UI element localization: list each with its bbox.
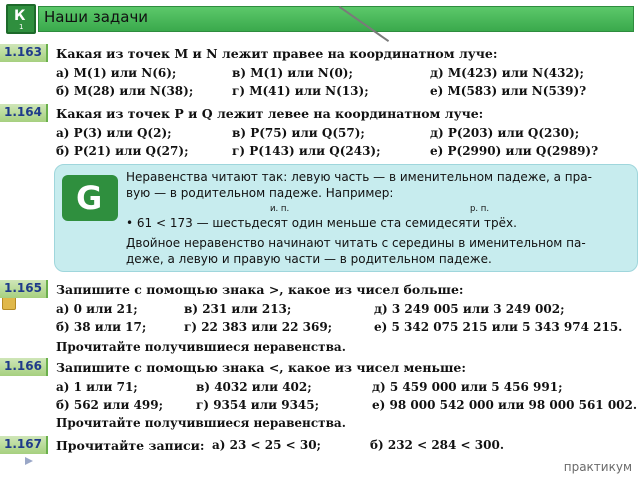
rule-line: деже, а левую и правую части — в родительном падеже. bbox=[126, 252, 492, 266]
exercise-footer: Прочитайте получившиеся неравенства. bbox=[56, 416, 346, 430]
answer-item: б) P(21) или Q(27); bbox=[56, 144, 189, 158]
answer-item: е) 5 342 075 215 или 5 343 974 215. bbox=[374, 320, 623, 334]
logo-sub: 1 bbox=[19, 23, 24, 31]
rule-case-label: и. п. bbox=[270, 204, 290, 214]
rule-line: Неравенства читают так: левую часть — в именительном падеже, а пра- bbox=[126, 170, 592, 184]
answer-item: а) P(3) или Q(2); bbox=[56, 126, 172, 140]
exercise-number: 1.164 bbox=[0, 104, 48, 122]
exercise-number: 1.163 bbox=[0, 44, 48, 62]
answer-item: б) 562 или 499; bbox=[56, 398, 164, 412]
answer-item: в) 231 или 213; bbox=[184, 302, 292, 316]
exercise-title: Какая из точек P и Q лежит левее на координатном луче: bbox=[56, 106, 484, 121]
answer-item: б) 38 или 17; bbox=[56, 320, 147, 334]
exercise-title: Какая из точек M и N лежит правее на координатном луче: bbox=[56, 46, 498, 61]
answer-item: б) M(28) или N(38); bbox=[56, 84, 194, 98]
rule-line: Двойное неравенство начинают читать с середины в именительном па- bbox=[126, 236, 586, 250]
rule-icon-glyph: G bbox=[76, 179, 103, 217]
rule-line: вую — в родительном падеже. Например: bbox=[126, 186, 394, 200]
answer-item: е) P(2990) или Q(2989)? bbox=[430, 144, 599, 158]
rule-example: • 61 < 173 — шестьдесят один меньше ста семидесяти трёх. bbox=[126, 216, 517, 230]
exercise-number: 1.166 bbox=[0, 358, 48, 376]
answer-item: д) 5 459 000 или 5 456 991; bbox=[372, 380, 563, 394]
pencil-icon bbox=[2, 296, 16, 310]
exercise-title: Запишите с помощью знака >, какое из чисел больше: bbox=[56, 282, 464, 297]
answer-item: е) 98 000 542 000 или 98 000 561 002. bbox=[372, 398, 638, 412]
exercise-number: 1.165 bbox=[0, 280, 48, 298]
answer-item: а) 1 или 71; bbox=[56, 380, 138, 394]
answer-item: д) 3 249 005 или 3 249 002; bbox=[374, 302, 565, 316]
header bbox=[0, 0, 640, 36]
answer-item: а) 0 или 21; bbox=[56, 302, 138, 316]
nav-arrow-icon[interactable] bbox=[24, 456, 34, 466]
page-title: Наши задачи bbox=[44, 8, 149, 26]
rule-icon bbox=[62, 175, 118, 221]
logo bbox=[6, 4, 36, 34]
exercise-number: 1.167 bbox=[0, 436, 48, 454]
answer-item: в) 4032 или 402; bbox=[196, 380, 312, 394]
answer-item: а) M(1) или N(6); bbox=[56, 66, 177, 80]
exercise-footer: Прочитайте получившиеся неравенства. bbox=[56, 340, 346, 354]
answer-item: е) M(583) или N(539)? bbox=[430, 84, 587, 98]
exercise-title: Прочитайте записи: bbox=[56, 438, 205, 453]
answer-item: а) 23 < 25 < 30; bbox=[212, 438, 321, 452]
answer-item: д) M(423) или N(432); bbox=[430, 66, 584, 80]
answer-item: г) 22 383 или 22 369; bbox=[184, 320, 333, 334]
answer-item: г) M(41) или N(13); bbox=[232, 84, 369, 98]
answer-item: в) M(1) или N(0); bbox=[232, 66, 353, 80]
rule-case-label: р. п. bbox=[470, 204, 490, 214]
answer-item: г) P(143) или Q(243); bbox=[232, 144, 381, 158]
answer-item: д) P(203) или Q(230); bbox=[430, 126, 580, 140]
answer-item: г) 9354 или 9345; bbox=[196, 398, 320, 412]
footer-label: практикум bbox=[563, 460, 632, 474]
logo-letter: К bbox=[14, 8, 26, 24]
answer-item: в) P(75) или Q(57); bbox=[232, 126, 365, 140]
answer-item: б) 232 < 284 < 300. bbox=[370, 438, 505, 452]
exercise-title: Запишите с помощью знака <, какое из чисел меньше: bbox=[56, 360, 466, 375]
